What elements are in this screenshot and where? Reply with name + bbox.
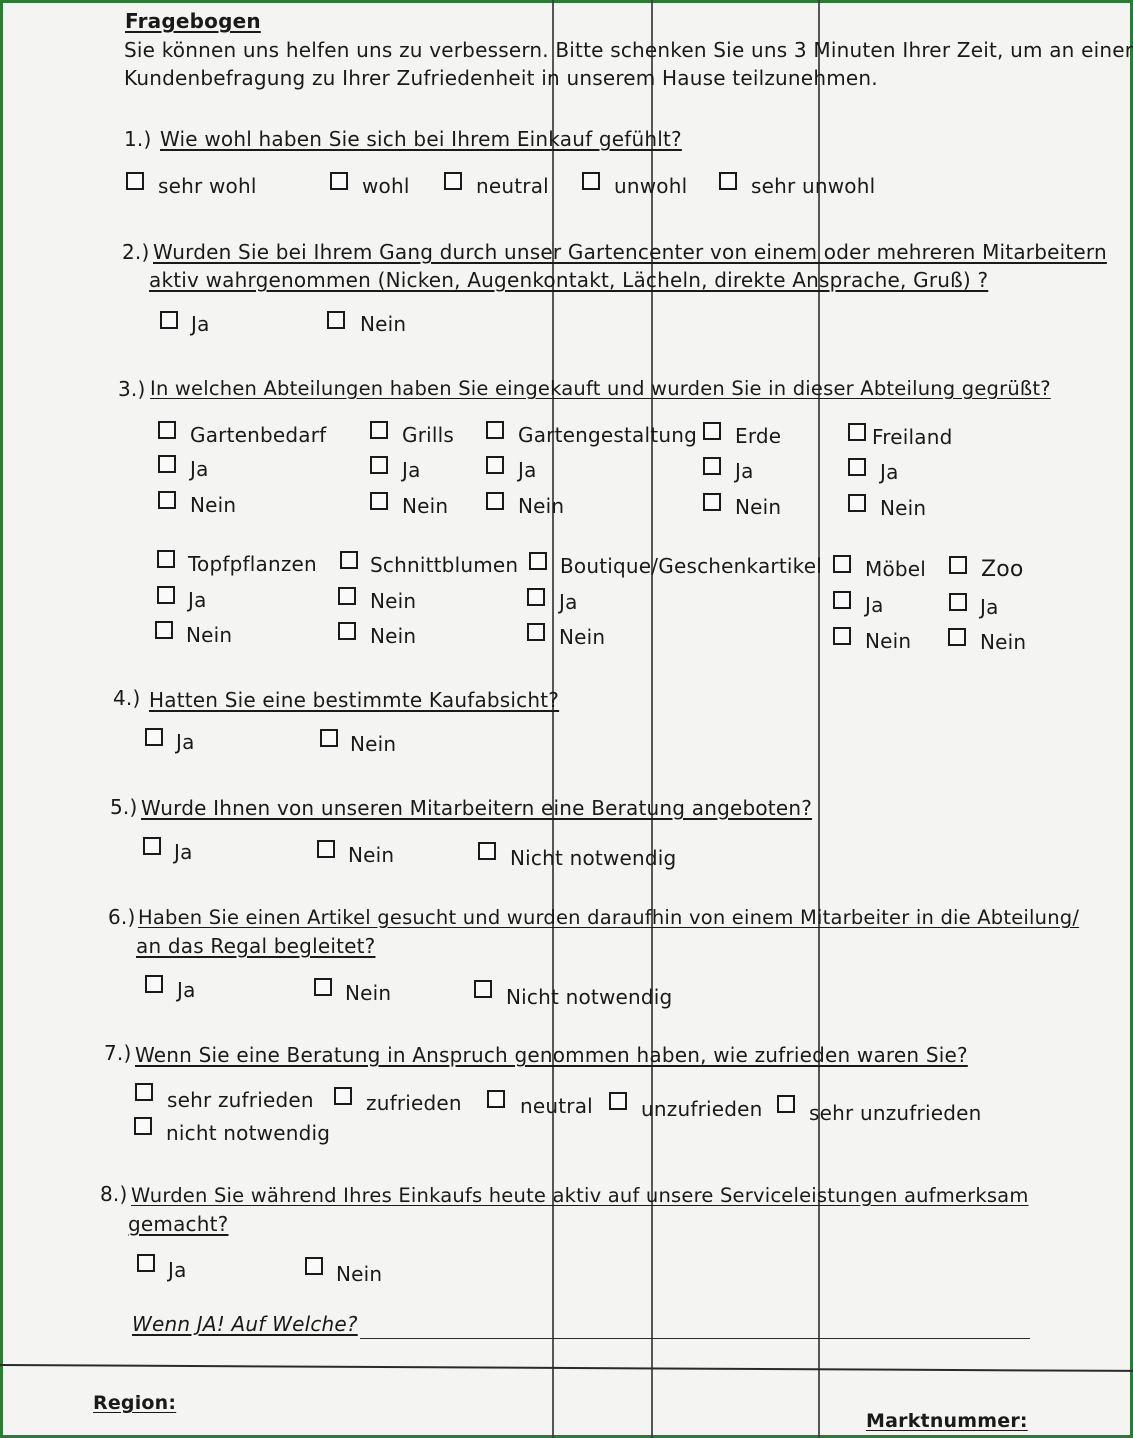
checkbox[interactable] (833, 555, 851, 573)
checkbox[interactable] (314, 978, 332, 996)
scan-line (818, 0, 820, 1438)
option-label: neutral (520, 1094, 593, 1118)
intro-text: Kundenbefragung zu Ihrer Zufriedenheit in unserem Hause teilzunehmen. (124, 66, 878, 90)
option-label: Nein (370, 589, 417, 613)
checkbox[interactable] (157, 586, 175, 604)
question-number: 1.) (124, 127, 152, 151)
region-label: Region: (93, 1392, 177, 1414)
option-label: Nein (370, 624, 417, 648)
question-text: Wurde Ihnen von unseren Mitarbeitern eine Beratung angeboten? (141, 796, 813, 820)
checkbox[interactable] (719, 172, 737, 190)
checkbox[interactable] (848, 423, 866, 441)
question-number: 5.) (110, 795, 138, 819)
option-label: zufrieden (366, 1091, 462, 1115)
checkbox[interactable] (158, 455, 176, 473)
checkbox[interactable] (338, 587, 356, 605)
question-number: 7.) (104, 1041, 132, 1065)
checkbox[interactable] (370, 456, 388, 474)
checkbox[interactable] (948, 628, 966, 646)
checkbox[interactable] (370, 492, 388, 510)
option-label: sehr unzufrieden (809, 1101, 982, 1125)
option-label: Nein (186, 623, 233, 647)
followup-label: Wenn JA! Auf Welche? (132, 1312, 358, 1336)
option-label: neutral (476, 174, 549, 198)
option-label: Nicht notwendig (506, 985, 673, 1009)
question-text: Wurden Sie während Ihres Einkaufs heute aktiv auf unsere Serviceleistungen aufmerksam (131, 1184, 1029, 1207)
checkbox[interactable] (143, 837, 161, 855)
checkbox[interactable] (370, 421, 388, 439)
checkbox[interactable] (527, 588, 545, 606)
checkbox[interactable] (158, 421, 176, 439)
scan-line (552, 0, 554, 1438)
department-label: Zoo (981, 557, 1024, 582)
checkbox[interactable] (305, 1257, 323, 1275)
option-label: Ja (174, 840, 193, 864)
question-text: an das Regal begleitet? (136, 934, 376, 958)
option-label: sehr zufrieden (167, 1088, 314, 1112)
scan-line (651, 0, 653, 1438)
checkbox[interactable] (474, 980, 492, 998)
checkbox[interactable] (848, 458, 866, 476)
checkbox[interactable] (327, 311, 345, 329)
checkbox[interactable] (833, 627, 851, 645)
checkbox[interactable] (334, 1087, 352, 1105)
option-label: Nein (980, 630, 1027, 654)
option-label: Ja (559, 590, 578, 614)
department-label: Topfpflanzen (188, 552, 317, 576)
checkbox[interactable] (703, 457, 721, 475)
option-label: Nein (350, 732, 397, 756)
option-label: Ja (402, 458, 421, 482)
option-label: Nein (735, 495, 782, 519)
department-label: Möbel (865, 557, 927, 581)
question-text: Haben Sie einen Artikel gesucht und wurden daraufhin von einem Mitarbeiter in die Abteilung/ (138, 906, 1080, 929)
question-text: gemacht? (128, 1212, 229, 1236)
checkbox[interactable] (160, 311, 178, 329)
option-label: Nein (865, 629, 912, 653)
department-label: Gartengestaltung (518, 423, 697, 447)
option-label: sehr wohl (158, 174, 257, 198)
option-label: Nein (880, 496, 927, 520)
checkbox[interactable] (444, 172, 462, 190)
checkbox[interactable] (157, 550, 175, 568)
checkbox[interactable] (478, 842, 496, 860)
checkbox[interactable] (487, 1090, 505, 1108)
checkbox[interactable] (135, 1083, 153, 1101)
intro-text: Sie können uns helfen uns zu verbessern. Bitte schenken Sie uns 3 Minuten Ihrer Zeit, um an einer (124, 38, 1133, 62)
checkbox[interactable] (155, 621, 173, 639)
page-title: Fragebogen (125, 9, 261, 33)
checkbox[interactable] (486, 456, 504, 474)
question-number: 4.) (113, 686, 141, 710)
question-number: 6.) (108, 905, 136, 929)
checkbox[interactable] (527, 623, 545, 641)
checkbox[interactable] (338, 622, 356, 640)
option-label: Ja (168, 1258, 187, 1282)
department-label: Schnittblumen (370, 553, 519, 577)
checkbox[interactable] (582, 172, 600, 190)
question-text: Wurden Sie bei Ihrem Gang durch unser Gartencenter von einem oder mehreren Mitarbeitern (153, 240, 1107, 264)
checkbox[interactable] (134, 1117, 152, 1135)
option-label: sehr unwohl (751, 174, 876, 198)
option-label: Ja (190, 457, 209, 481)
checkbox[interactable] (848, 494, 866, 512)
question-number: 8.) (100, 1182, 128, 1206)
option-label: Ja (177, 978, 196, 1002)
department-label: Freiland (872, 425, 953, 449)
question-text: Wie wohl haben Sie sich bei Ihrem Einkauf gefühlt? (160, 127, 682, 151)
checkbox[interactable] (609, 1092, 627, 1110)
question-text: Hatten Sie eine bestimmte Kaufabsicht? (149, 688, 560, 712)
checkbox[interactable] (833, 591, 851, 609)
option-label: Nein (559, 625, 606, 649)
question-number: 3.) (118, 377, 146, 401)
checkbox[interactable] (703, 493, 721, 511)
option-label: unwohl (614, 174, 688, 198)
question-text: Wenn Sie eine Beratung in Anspruch genommen haben, wie zufrieden waren Sie? (135, 1043, 968, 1067)
checkbox[interactable] (126, 172, 144, 190)
option-label: Nein (336, 1262, 383, 1286)
option-label: Nein (518, 494, 565, 518)
option-label: wohl (362, 174, 410, 198)
checkbox[interactable] (145, 975, 163, 993)
checkbox[interactable] (529, 552, 547, 570)
checkbox[interactable] (137, 1254, 155, 1272)
option-label: Nicht notwendig (510, 846, 677, 870)
department-label: Erde (735, 424, 782, 448)
option-label: Ja (880, 460, 899, 484)
question-number: 2.) (122, 240, 150, 264)
option-label: Nein (402, 494, 449, 518)
checkbox[interactable] (486, 421, 504, 439)
option-label: nicht notwendig (166, 1121, 331, 1145)
department-label: Boutique/Geschenkartikel (560, 554, 822, 578)
department-label: Gartenbedarf (190, 423, 327, 447)
option-label: unzufrieden (641, 1097, 763, 1121)
option-label: Nein (348, 843, 395, 867)
checkbox[interactable] (340, 551, 358, 569)
marktnummer-label: Marktnummer: (866, 1410, 1028, 1432)
option-label: Ja (735, 459, 754, 483)
option-label: Nein (345, 981, 392, 1005)
option-label: Ja (980, 595, 999, 619)
checkbox[interactable] (158, 491, 176, 509)
checkbox[interactable] (145, 728, 163, 746)
question-text: aktiv wahrgenommen (Nicken, Augenkontakt, Lächeln, direkte Ansprache, Gruß) ? (149, 268, 989, 292)
checkbox[interactable] (949, 556, 967, 574)
checkbox[interactable] (777, 1095, 795, 1113)
department-label: Grills (402, 423, 455, 447)
option-label: Nein (190, 493, 237, 517)
answer-line (360, 1338, 1030, 1339)
option-label: Ja (176, 730, 195, 754)
checkbox[interactable] (703, 422, 721, 440)
option-label: Nein (360, 312, 407, 336)
question-text: In welchen Abteilungen haben Sie eingekauft und wurden Sie in dieser Abteilung gegrüßt? (150, 377, 1051, 400)
checkbox[interactable] (330, 172, 348, 190)
checkbox[interactable] (486, 492, 504, 510)
option-label: Ja (188, 588, 207, 612)
option-label: Ja (518, 458, 537, 482)
option-label: Ja (865, 593, 884, 617)
checkbox[interactable] (317, 840, 335, 858)
option-label: Ja (191, 312, 210, 336)
checkbox[interactable] (320, 729, 338, 747)
checkbox[interactable] (949, 593, 967, 611)
